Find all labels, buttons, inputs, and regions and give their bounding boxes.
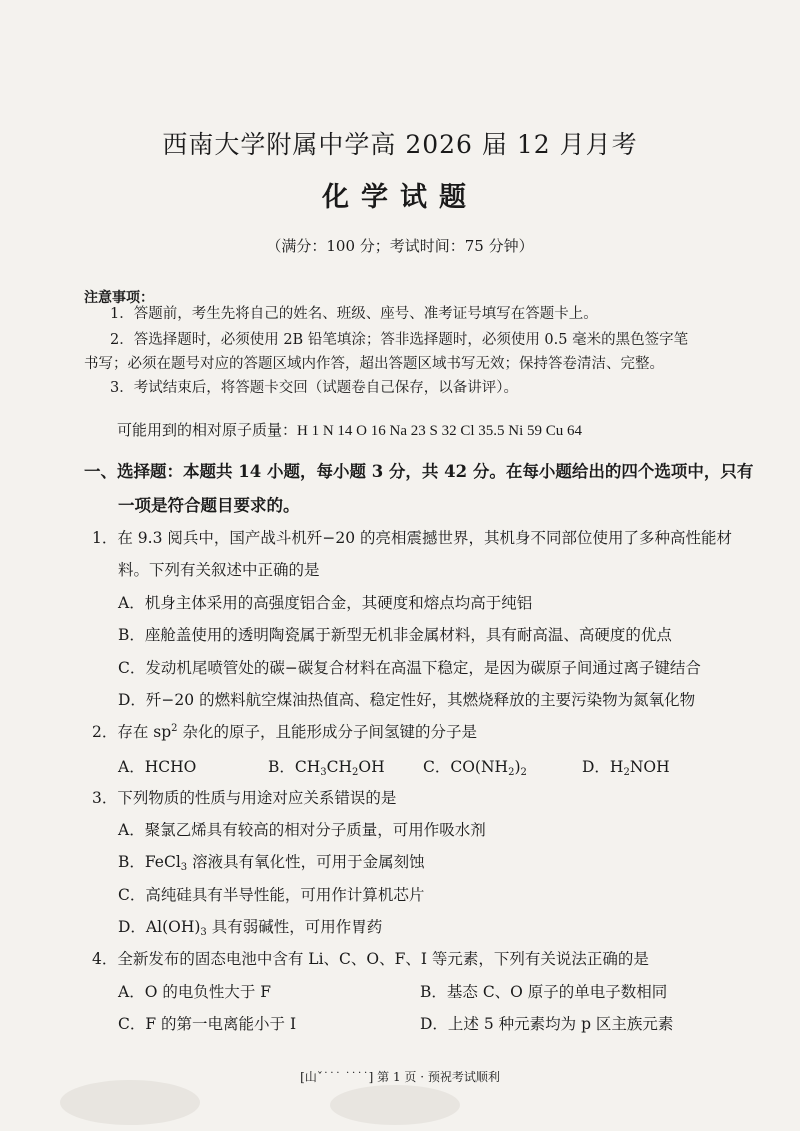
q4-option-c: C．F 的第一电离能小于 I — [118, 1015, 297, 1033]
q3-option-c: C．高纯硅具有半导性能，可用作计算机芯片 — [118, 886, 425, 904]
q4-option-b: B．基态 C、O 原子的单电子数相同 — [420, 983, 668, 1001]
q3-option-b: B．FeCl$_3$ 溶液具有氧化性，可用于金属刻蚀 — [118, 853, 425, 873]
q2-option-c: C．$CO(NH_2)_2$ — [423, 758, 527, 778]
page-footer: [山ˇ˙˙˙ ˙˙˙˙] 第 1 页 · 预祝考试顺利 — [300, 1070, 500, 1084]
notice-item-3: 3．考试结束后，将答题卡交回（试题卷自己保存，以备讲评）。 — [110, 380, 518, 396]
notice-item-2: 2．答选择题时，必须使用 2B 铅笔填涂；答非选择题时，必须使用 0.5 毫米的黑色签字笔 — [110, 332, 689, 348]
q1-stem-cont: 料。下列有关叙述中正确的是 — [118, 561, 320, 579]
notice-heading: 注意事项： — [84, 290, 154, 306]
q1-option-b: B．座舱盖使用的透明陶瓷属于新型无机非金属材料，具有耐高温、高硬度的优点 — [118, 626, 672, 644]
notice-item-2-cont: 书写；必须在题号对应的答题区域内作答，超出答题区域书写无效；保持答卷清洁、完整。 — [84, 356, 664, 372]
q2-option-a: A．HCHO — [118, 758, 197, 776]
atomic-masses: 可能用到的相对原子质量：H 1 N 14 O 16 Na 23 S 32 Cl 35.5 Ni 59 Cu 64 — [117, 423, 583, 439]
q1-option-d: D．歼−20 的燃料航空煤油热值高、稳定性好，其燃烧释放的主要污染物为氮氧化物 — [118, 691, 696, 709]
q3-option-d: D．$Al(OH)_3$ 具有弱碱性，可用作胃药 — [118, 918, 383, 938]
exam-meta: （满分：100 分；考试时间：75 分钟） — [266, 237, 534, 255]
q1-option-a: A．机身主体采用的高强度铝合金，其硬度和熔点均高于纯铝 — [118, 594, 533, 612]
scan-smudge-left — [60, 1080, 200, 1125]
q3-stem: 3．下列物质的性质与用途对应关系错误的是 — [92, 789, 397, 807]
q4-option-d: D．上述 5 种元素均为 p 区主族元素 — [420, 1015, 674, 1033]
notice-item-1: 1．答题前，考生先将自己的姓名、班级、座号、准考证号填写在答题卡上。 — [110, 306, 598, 322]
section-heading: 一、选择题：本题共 14 小题，每小题 3 分，共 42 分。在每小题给出的四个选项中，只有 — [84, 462, 754, 481]
q1-stem: 1．在 9.3 阅兵中，国产战斗机歼−20 的亮相震撼世界，其机身不同部位使用了多种高性能材 — [92, 529, 733, 547]
q3-option-a: A．聚氯乙烯具有较高的相对分子质量，可用作吸水剂 — [118, 821, 486, 839]
scan-smudge-center — [330, 1085, 460, 1125]
section-heading-cont: 一项是符合题目要求的。 — [118, 496, 300, 515]
exam-title: 西南大学附属中学高 2026 届 12 月月考 — [162, 130, 638, 159]
q2-stem: 2．存在 $sp^2$ 杂化的原子，且能形成分子间氢键的分子是 — [92, 723, 477, 741]
q4-stem: 4．全新发布的固态电池中含有 Li、C、O、F、I 等元素，下列有关说法正确的是 — [92, 950, 649, 968]
q2-option-b: B．$CH_3CH_2OH$ — [268, 758, 385, 778]
q4-option-a: A．O 的电负性大于 F — [118, 983, 272, 1001]
q1-option-c: C．发动机尾喷管处的碳−碳复合材料在高温下稳定，是因为碳原子间通过离子键结合 — [118, 659, 701, 677]
q2-option-d: D．$H_2NOH$ — [582, 758, 670, 778]
subject-title: 化学试题 — [322, 182, 478, 213]
